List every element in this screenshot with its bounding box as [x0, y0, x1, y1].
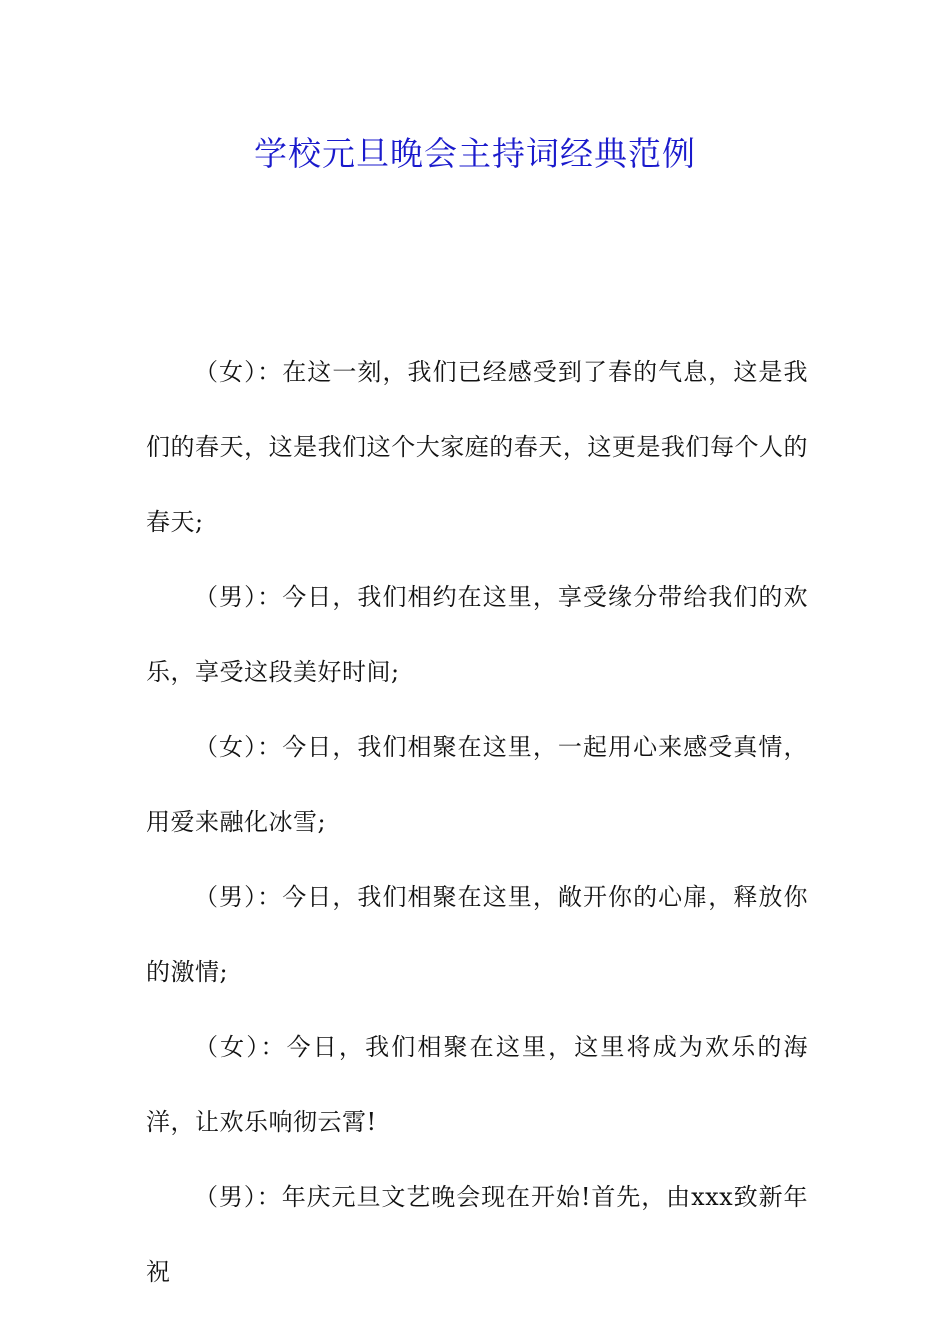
paragraph-5: （女）：今日，我们相聚在这里，这里将成为欢乐的海洋，让欢乐响彻云霄! [146, 1033, 808, 1136]
paragraph-6: （男）：年庆元旦文艺晚会现在开始!首先，由xxx致新年祝 [146, 1183, 808, 1286]
paragraph-1: （女）：在这一刻，我们已经感受到了春的气息，这是我们的春天，这是我们这个大家庭的春天，这更是我们每个人的春天; [146, 358, 808, 536]
paragraph-4: （男）：今日，我们相聚在这里，敞开你的心扉，释放你的激情; [146, 883, 808, 986]
document-title: 学校元旦晚会主持词经典范例 [254, 134, 696, 173]
document-body [146, 335, 808, 1310]
paragraph-2: （男）：今日，我们相约在这里，享受缘分带给我们的欢乐，享受这段美好时间; [146, 583, 808, 686]
paragraph-3: （女）：今日，我们相聚在这里，一起用心来感受真情，用爱来融化冰雪; [146, 733, 808, 836]
